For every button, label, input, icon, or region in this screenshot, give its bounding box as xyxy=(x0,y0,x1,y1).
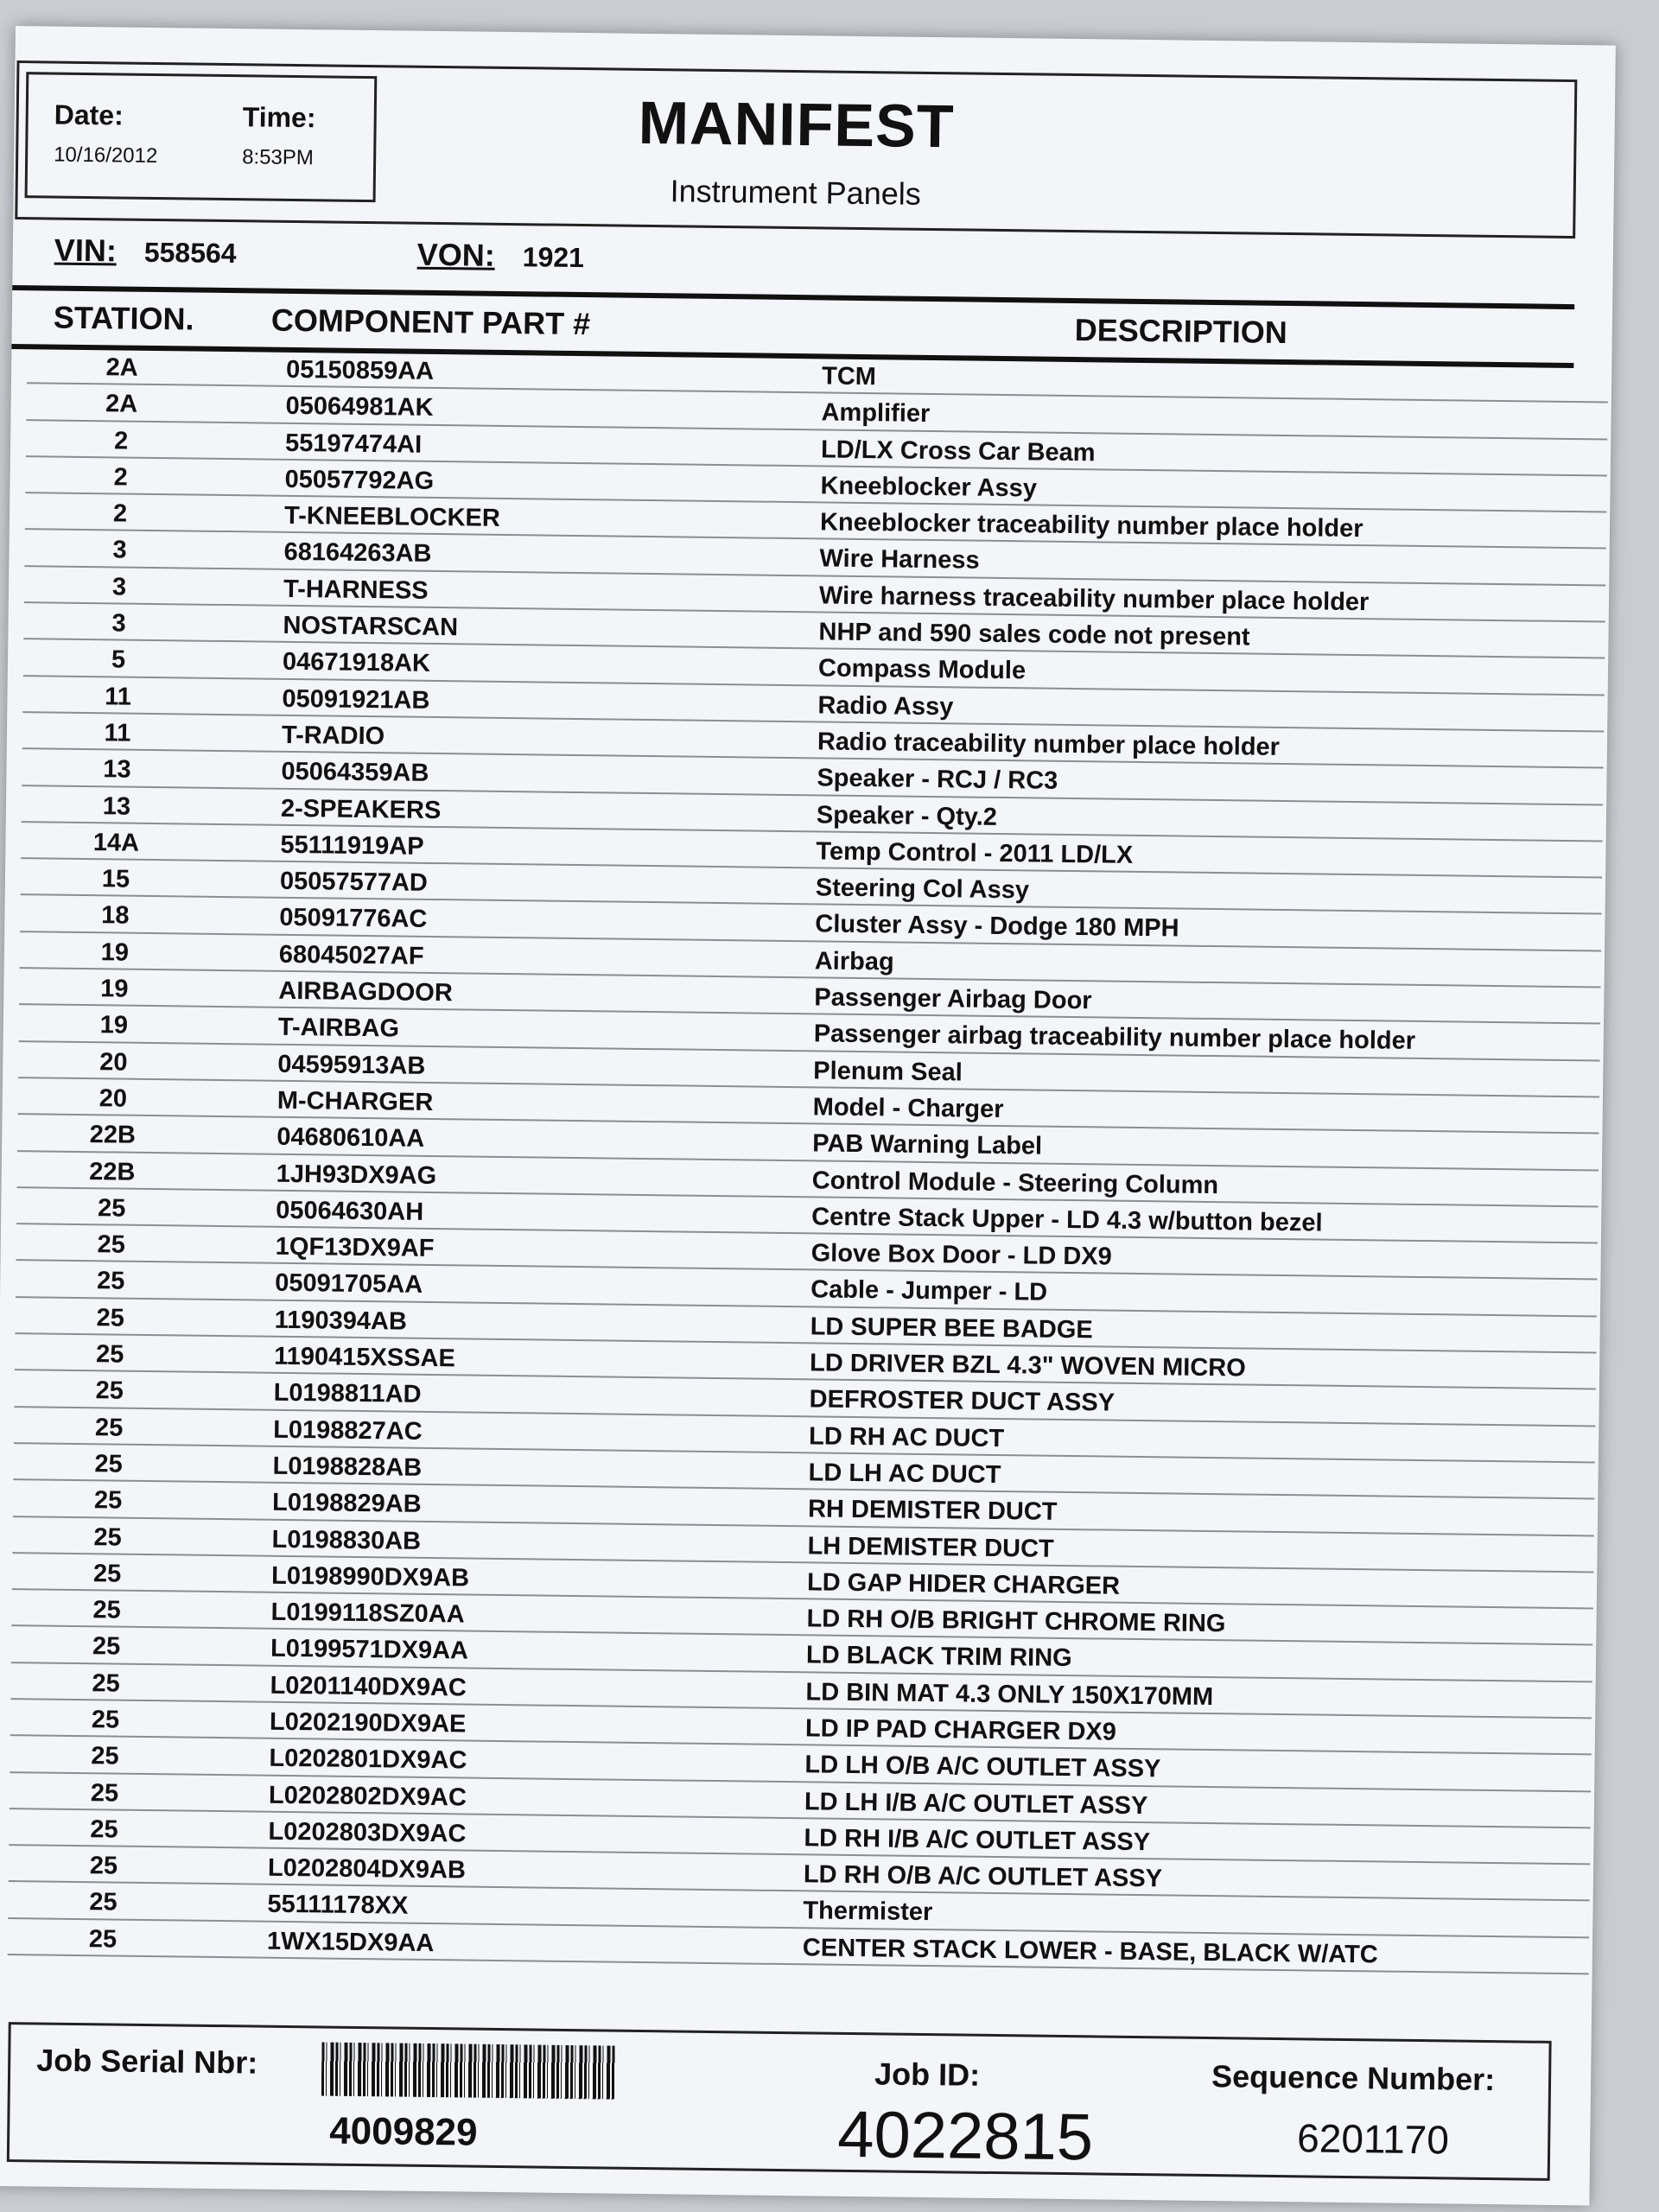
station-cell: 25 xyxy=(96,1267,125,1296)
part-number-cell: L0198828AB xyxy=(272,1452,423,1482)
station-cell: 25 xyxy=(91,1706,120,1734)
description-cell: Cable - Jumper - LD xyxy=(810,1275,1048,1307)
parts-table xyxy=(8,347,1609,1974)
description-cell: Airbag xyxy=(814,947,894,976)
page-title: MANIFEST xyxy=(638,88,956,161)
job-serial-value: 4009829 xyxy=(328,2109,478,2154)
description-cell: Speaker - RCJ / RC3 xyxy=(817,764,1058,796)
vin-value: 558564 xyxy=(143,236,237,270)
description-cell: Model - Charger xyxy=(812,1093,1004,1124)
description-cell: Radio traceability number place holder xyxy=(817,728,1281,761)
vin-label: VIN: xyxy=(54,232,118,269)
part-number-cell: T-KNEEBLOCKER xyxy=(283,502,501,533)
part-number-cell: AIRBAGDOOR xyxy=(278,976,453,1007)
barcode xyxy=(321,2043,616,2100)
description-cell: Wire Harness xyxy=(819,544,980,575)
date-label: Date: xyxy=(54,99,124,131)
part-number-cell: L0202190DX9AE xyxy=(269,1707,467,1738)
description-cell: Steering Col Assy xyxy=(815,874,1030,905)
description-cell: Kneeblocker Assy xyxy=(820,472,1038,503)
column-header-part: COMPONENT PART # xyxy=(270,302,591,342)
station-cell: 2A xyxy=(105,353,138,382)
station-cell: 25 xyxy=(95,1340,124,1369)
station-cell: 3 xyxy=(111,609,126,638)
description-cell: LD RH O/B BRIGHT CHROME RING xyxy=(806,1605,1226,1638)
station-cell: 22B xyxy=(89,1121,137,1150)
description-cell: LD IP PAD CHARGER DX9 xyxy=(804,1714,1117,1746)
part-number-cell: L0198827AC xyxy=(272,1415,423,1446)
station-cell: 25 xyxy=(91,1742,119,1770)
station-cell: 25 xyxy=(89,1888,118,1917)
station-cell: 25 xyxy=(97,1194,126,1223)
time-label: Time: xyxy=(242,101,316,134)
part-number-cell: 1QF13DX9AF xyxy=(275,1232,435,1263)
station-cell: 19 xyxy=(99,1011,129,1040)
description-cell: LD/LX Cross Car Beam xyxy=(820,435,1096,467)
description-cell: Kneeblocker traceability number place holder xyxy=(819,508,1363,543)
description-cell: Passenger airbag traceability number place holder xyxy=(813,1020,1416,1056)
description-cell: DEFROSTER DUCT ASSY xyxy=(809,1385,1116,1417)
station-cell: 19 xyxy=(100,938,130,967)
station-cell: 2 xyxy=(112,499,128,528)
page-subtitle: Instrument Panels xyxy=(670,173,922,212)
description-cell: LD RH AC DUCT xyxy=(808,1421,1005,1452)
station-cell: 25 xyxy=(93,1522,122,1552)
description-cell: LD DRIVER BZL 4.3" WOVEN MICRO xyxy=(809,1349,1246,1382)
description-cell: Wire harness traceability number place holder xyxy=(818,582,1370,616)
von-label: VON: xyxy=(416,236,496,273)
station-cell: 13 xyxy=(102,791,131,821)
station-cell: 3 xyxy=(112,536,127,565)
description-cell: Control Module - Steering Column xyxy=(811,1166,1219,1199)
description-cell: Temp Control - 2011 LD/LX xyxy=(816,837,1134,869)
station-cell: 2A xyxy=(105,390,138,419)
part-number-cell: L0202801DX9AC xyxy=(269,1745,467,1775)
station-cell: 25 xyxy=(89,1852,118,1880)
description-cell: LD RH I/B A/C OUTLET ASSY xyxy=(804,1824,1151,1857)
part-number-cell: 05091921AB xyxy=(282,684,430,715)
station-cell: 25 xyxy=(96,1303,125,1332)
station-cell: 5 xyxy=(111,645,126,674)
station-cell: 14A xyxy=(92,829,140,857)
part-number-cell: 04680610AA xyxy=(276,1123,425,1154)
part-number-cell: L0202802DX9AC xyxy=(268,1781,467,1812)
part-number-cell: 1WX15DX9AA xyxy=(266,1927,435,1957)
footer-box xyxy=(7,2022,1552,2181)
part-number-cell: M-CHARGER xyxy=(276,1086,434,1116)
part-number-cell: 1190415XSSAE xyxy=(274,1342,456,1373)
part-number-cell: 68045027AF xyxy=(278,940,424,970)
part-number-cell: 68164263AB xyxy=(283,538,432,569)
description-cell: LD LH O/B A/C OUTLET ASSY xyxy=(804,1751,1161,1783)
station-cell: 13 xyxy=(103,755,131,784)
description-cell: Plenum Seal xyxy=(813,1057,963,1087)
station-cell: 11 xyxy=(104,719,131,747)
description-cell: LD GAP HIDER CHARGER xyxy=(806,1568,1121,1600)
sequence-number-label: Sequence Number: xyxy=(1211,2058,1496,2098)
description-cell: Glove Box Door - LD DX9 xyxy=(810,1239,1112,1271)
part-number-cell: T-AIRBAG xyxy=(277,1014,400,1043)
station-cell: 25 xyxy=(90,1778,119,1808)
description-cell: CENTER STACK LOWER - BASE, BLACK W/ATC xyxy=(802,1934,1378,1969)
part-number-cell: L0201140DX9AC xyxy=(270,1671,467,1702)
column-header-description: DESCRIPTION xyxy=(1074,312,1288,351)
description-cell: LD BIN MAT 4.3 ONLY 150X170MM xyxy=(805,1678,1214,1711)
description-cell: Centre Stack Upper - LD 4.3 w/button bezel xyxy=(811,1203,1323,1237)
part-number-cell: L0199118SZ0AA xyxy=(270,1598,465,1629)
part-number-cell: 05057792AG xyxy=(284,465,435,495)
station-cell: 25 xyxy=(92,1596,121,1624)
part-number-cell: L0198811AD xyxy=(273,1379,422,1409)
station-cell: 19 xyxy=(100,975,129,1003)
part-number-cell: 55197474AI xyxy=(284,429,423,459)
part-number-cell: 05150859AA xyxy=(285,355,435,385)
station-cell: 2 xyxy=(113,427,129,455)
part-number-cell: 05091705AA xyxy=(275,1269,423,1300)
description-cell: Radio Assy xyxy=(817,691,954,721)
time-value: 8:53PM xyxy=(242,145,315,170)
station-cell: 25 xyxy=(95,1376,124,1405)
station-cell: 25 xyxy=(94,1413,124,1442)
part-number-cell: NOSTARSCAN xyxy=(283,611,459,642)
part-number-cell: 55111919AP xyxy=(280,830,424,861)
description-cell: PAB Warning Label xyxy=(812,1129,1043,1160)
description-cell: LH DEMISTER DUCT xyxy=(807,1531,1054,1563)
part-number-cell: L0198830AB xyxy=(271,1525,422,1555)
description-cell: LD LH I/B A/C OUTLET ASSY xyxy=(804,1787,1148,1820)
part-number-cell: L0202803DX9AC xyxy=(268,1817,467,1848)
description-cell: RH DEMISTER DUCT xyxy=(807,1495,1058,1527)
description-cell: LD BLACK TRIM RING xyxy=(805,1641,1072,1673)
part-number-cell: T-HARNESS xyxy=(283,575,429,605)
description-cell: LD RH O/B A/C OUTLET ASSY xyxy=(803,1860,1163,1893)
station-cell: 20 xyxy=(99,1084,128,1113)
description-cell: Speaker - Qty.2 xyxy=(816,800,998,831)
station-cell: 3 xyxy=(111,573,127,601)
part-number-cell: L0198829AB xyxy=(271,1488,422,1519)
station-cell: 25 xyxy=(88,1924,118,1954)
station-cell: 25 xyxy=(90,1815,118,1844)
station-cell: 25 xyxy=(92,1669,120,1698)
description-cell: Compass Module xyxy=(817,654,1027,685)
part-number-cell: 04671918AK xyxy=(282,648,431,678)
description-cell: Thermister xyxy=(803,1897,933,1927)
column-header-station: STATION. xyxy=(53,299,194,337)
part-number-cell: 05064981AK xyxy=(285,392,434,423)
description-cell: Cluster Assy - Dodge 180 MPH xyxy=(815,910,1179,943)
station-cell: 25 xyxy=(94,1450,123,1478)
station-cell: 25 xyxy=(92,1560,122,1588)
part-number-cell: 04595913AB xyxy=(277,1050,426,1080)
job-id-label: Job ID: xyxy=(874,2056,981,2093)
sequence-number-value: 6201170 xyxy=(1296,2115,1450,2163)
station-cell: 11 xyxy=(104,682,132,711)
part-number-cell: 55111178XX xyxy=(267,1891,409,1921)
description-cell: LD LH AC DUCT xyxy=(808,1459,1001,1489)
part-number-cell: 1190394AB xyxy=(274,1306,408,1336)
job-id-value: 4022815 xyxy=(836,2097,1094,2175)
part-number-cell: 05064630AH xyxy=(276,1196,424,1226)
station-cell: 20 xyxy=(99,1047,128,1077)
header-box xyxy=(15,60,1577,238)
station-cell: 2 xyxy=(113,463,128,492)
part-number-cell: L0199571DX9AA xyxy=(270,1635,469,1665)
station-cell: 25 xyxy=(92,1632,121,1662)
part-number-cell: T-RADIO xyxy=(281,721,385,751)
station-cell: 25 xyxy=(93,1486,123,1515)
part-number-cell: L0198990DX9AB xyxy=(270,1561,470,1592)
part-number-cell: 2-SPEAKERS xyxy=(280,794,442,824)
description-cell: Passenger Airbag Door xyxy=(814,983,1092,1015)
station-cell: 15 xyxy=(101,865,130,893)
station-cell: 25 xyxy=(97,1230,126,1259)
description-cell: TCM xyxy=(821,362,877,391)
part-number-cell: 1JH93DX9AG xyxy=(276,1160,437,1190)
job-serial-label: Job Serial Nbr: xyxy=(35,2042,258,2081)
date-value: 10/16/2012 xyxy=(54,143,158,168)
von-value: 1921 xyxy=(522,241,585,274)
manifest-sheet xyxy=(0,26,1616,2205)
description-cell: Amplifier xyxy=(821,398,931,429)
part-number-cell: 05091776AC xyxy=(279,904,428,934)
part-number-cell: 05057577AD xyxy=(279,867,429,898)
description-cell: LD SUPER BEE BADGE xyxy=(810,1313,1093,1344)
station-cell: 18 xyxy=(101,901,130,931)
part-number-cell: 05064359AB xyxy=(281,758,429,788)
part-number-cell: L0202804DX9AB xyxy=(267,1853,467,1885)
description-cell: NHP and 590 sales code not present xyxy=(818,618,1250,652)
station-cell: 22B xyxy=(89,1157,136,1186)
